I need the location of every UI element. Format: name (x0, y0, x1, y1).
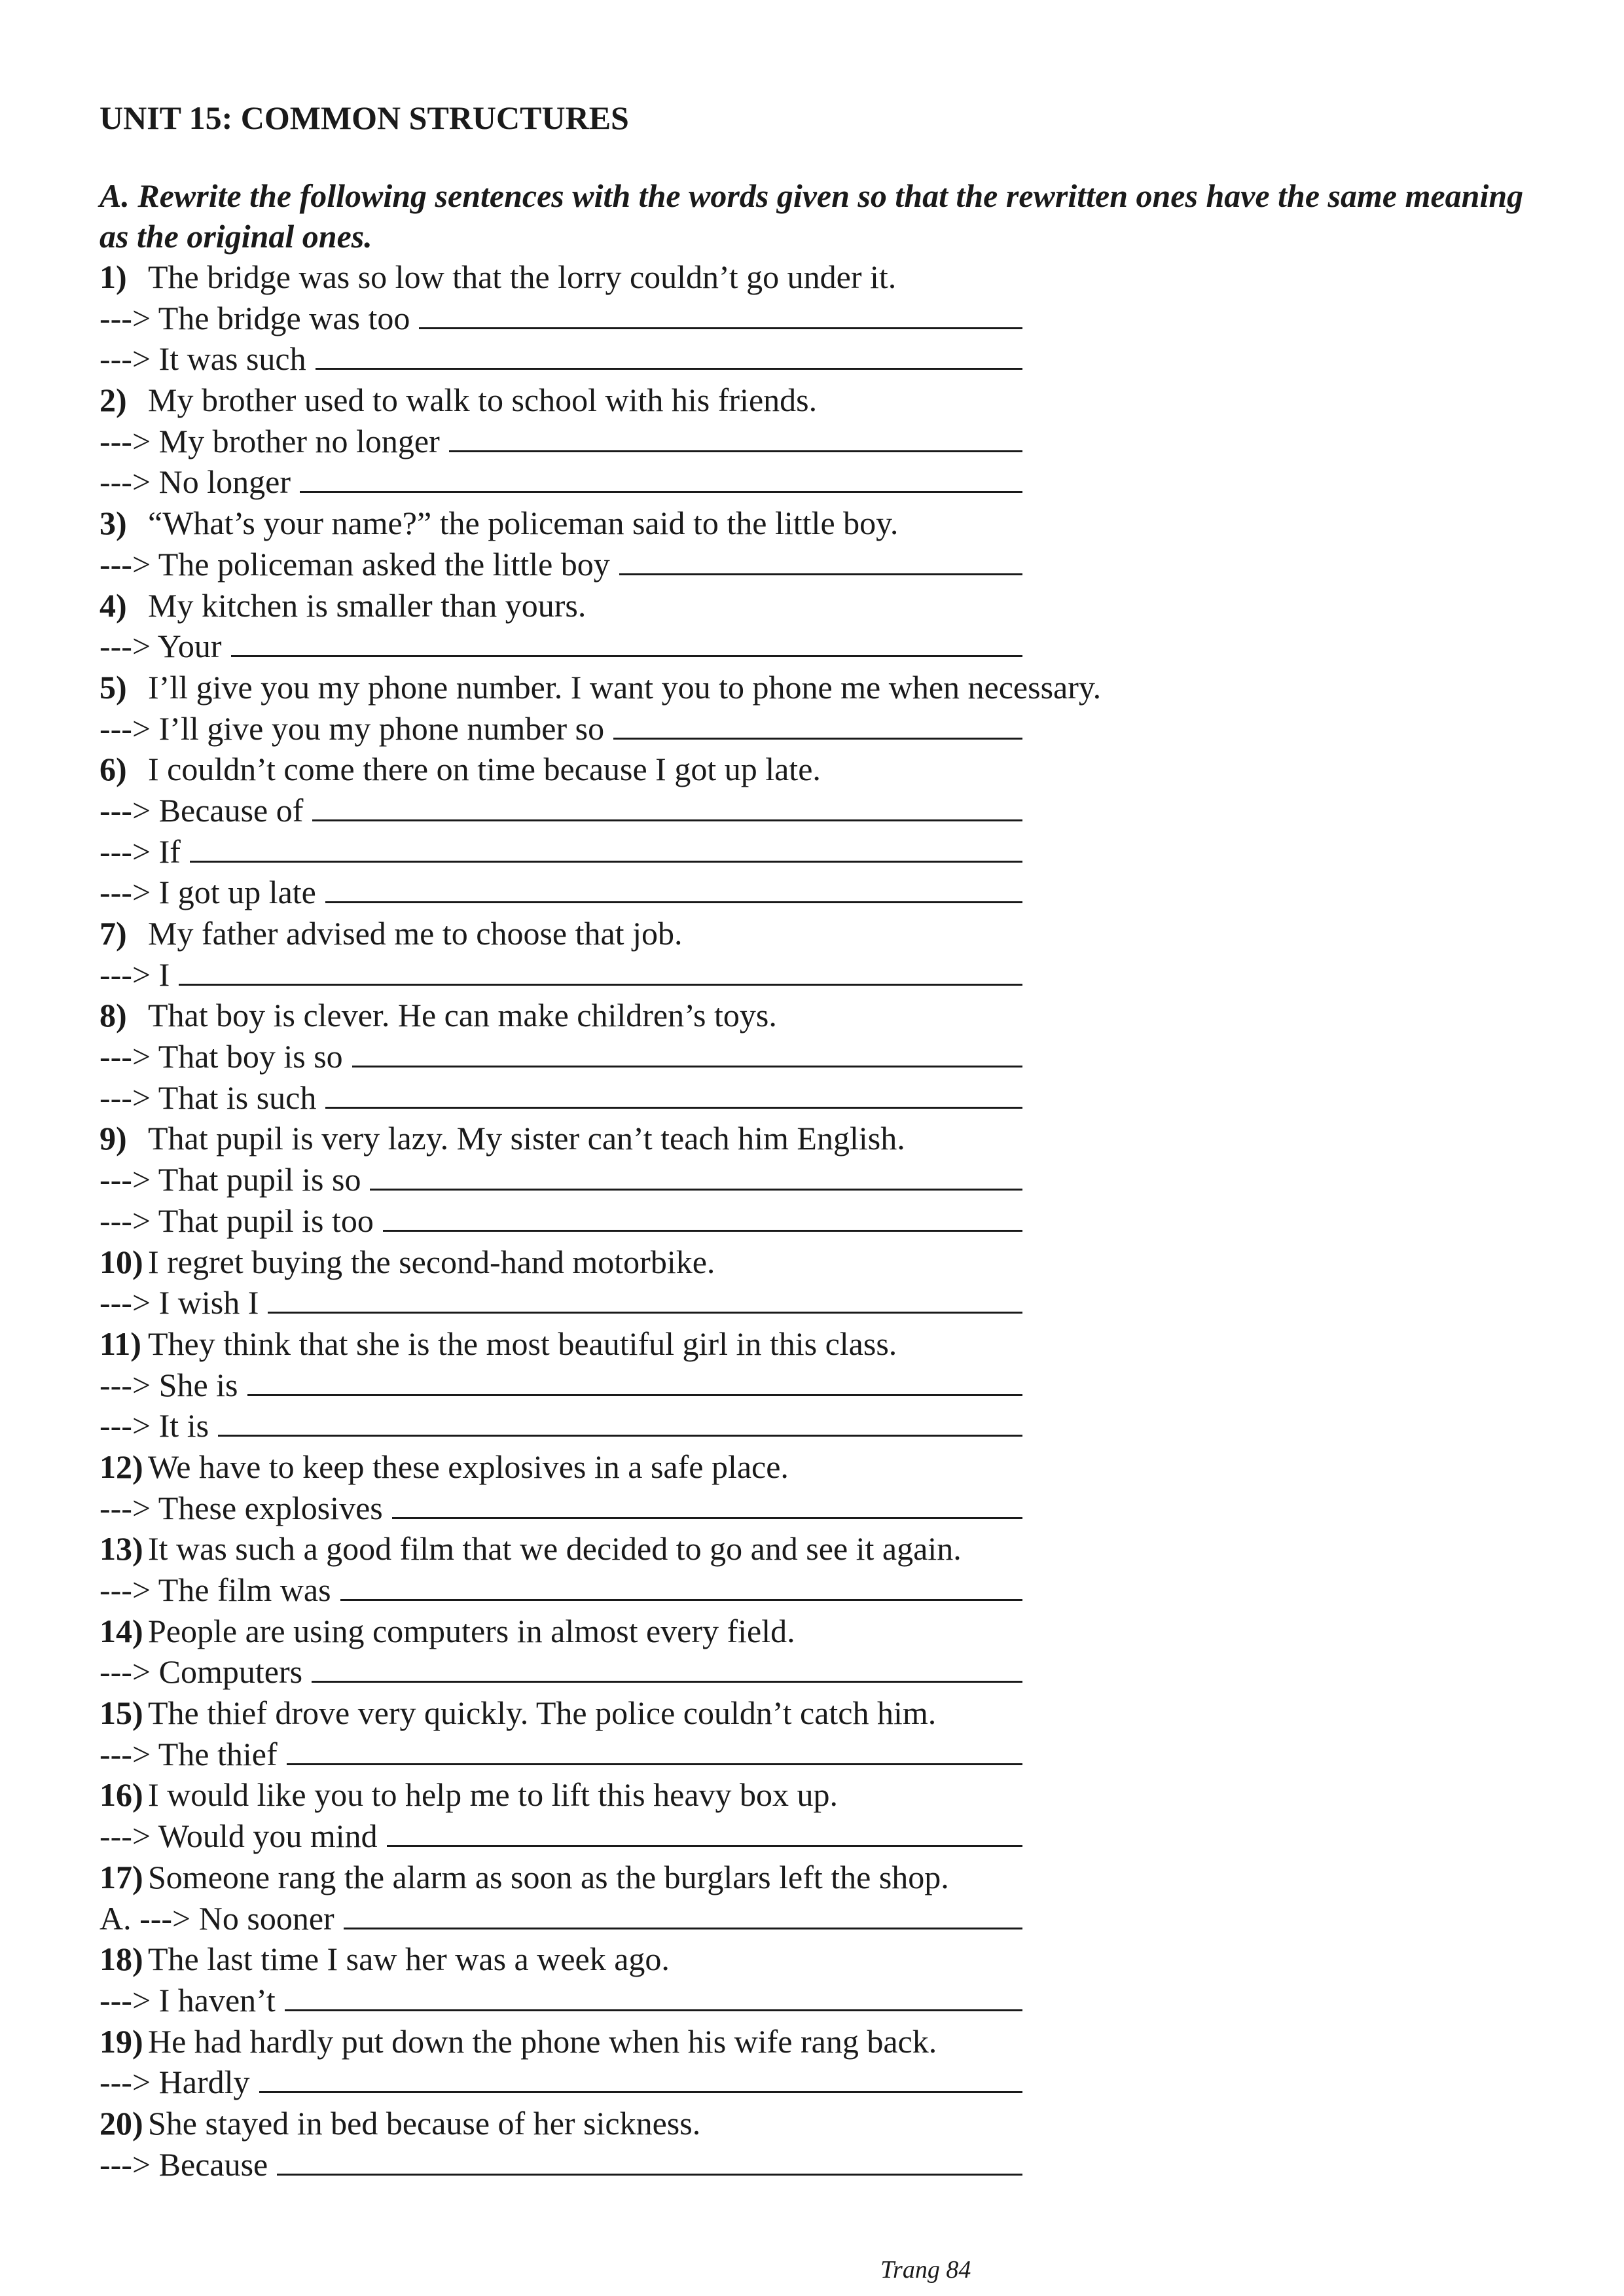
question-number: 16) (99, 1776, 143, 1814)
answer-prompt: ---> If (99, 833, 181, 870)
answer-prompt: ---> That pupil is so (99, 1161, 361, 1198)
answer-prompt: ---> My brother no longer (99, 422, 440, 459)
page-number: Trang 84 (880, 2256, 971, 2284)
answer-blank-line[interactable] (277, 2174, 1022, 2176)
question-item (99, 585, 1540, 626)
section-instruction: A. Rewrite the following sentences with the words given so that the rewritten ones have the same meaning as the original ones. (99, 177, 1524, 255)
answer-row (99, 831, 1540, 872)
question-sentence: The last time I saw her was a week ago. (148, 1941, 670, 1978)
question-sentence: I couldn’t come there on time because I got up late. (148, 751, 821, 788)
answer-blank-line[interactable] (383, 1230, 1022, 1232)
answer-row (99, 1734, 1540, 1775)
question-item (99, 1939, 1540, 1980)
answer-prompt: ---> No longer (99, 463, 291, 501)
question-number: 11) (99, 1325, 141, 1362)
exercise-list (99, 257, 1540, 2185)
question-sentence: I would like you to help me to lift this heavy box up. (148, 1776, 839, 1814)
answer-row (99, 954, 1540, 996)
answer-prompt: ---> That pupil is too (99, 1202, 374, 1239)
question-item (99, 2021, 1540, 2062)
question-number: 3) (99, 505, 127, 542)
question-sentence: People are using computers in almost every field. (148, 1612, 795, 1649)
answer-prompt: ---> She is (99, 1366, 238, 1403)
answer-row (99, 790, 1540, 831)
question-number: 9) (99, 1120, 127, 1157)
question-sentence: “What’s your name?” the policeman said to the little boy. (148, 505, 899, 542)
question-number: 2) (99, 382, 127, 419)
answer-row (99, 298, 1540, 339)
answer-row (99, 1405, 1540, 1446)
question-item (99, 257, 1540, 298)
answer-blank-line[interactable] (287, 1763, 1022, 1765)
answer-prompt: ---> That boy is so (99, 1038, 343, 1075)
answer-prompt: ---> I got up late (99, 874, 316, 911)
question-item (99, 995, 1540, 1036)
answer-prompt: ---> Computers (99, 1653, 303, 1691)
answer-prompt: ---> Because of (99, 791, 304, 829)
answer-blank-line[interactable] (316, 368, 1022, 370)
answer-blank-line[interactable] (312, 1681, 1022, 1683)
answer-blank-line[interactable] (179, 984, 1022, 986)
answer-prompt: ---> The policeman asked the little boy (99, 545, 610, 583)
answer-row (99, 1816, 1540, 1857)
answer-blank-line[interactable] (325, 901, 1022, 903)
answer-row (99, 2062, 1540, 2103)
question-number: 5) (99, 668, 127, 706)
question-item (99, 913, 1540, 954)
answer-blank-line[interactable] (613, 738, 1022, 740)
answer-blank-line[interactable] (619, 573, 1022, 575)
answer-prompt: ---> The bridge was too (99, 299, 410, 336)
question-number: 12) (99, 1448, 143, 1485)
question-item (99, 667, 1540, 708)
answer-row (99, 544, 1540, 585)
question-item (99, 2103, 1540, 2144)
answer-row (99, 421, 1540, 462)
answer-row (99, 1159, 1540, 1200)
answer-blank-line[interactable] (268, 1312, 1022, 1314)
answer-row (99, 1488, 1540, 1529)
question-item (99, 1693, 1540, 1734)
answer-prompt: ---> These explosives (99, 1489, 383, 1526)
answer-prompt: ---> Because (99, 2145, 268, 2183)
answer-prompt: ---> I’ll give you my phone number so (99, 709, 605, 747)
answer-prompt: ---> Would you mind (99, 1818, 378, 1855)
answer-blank-line[interactable] (218, 1435, 1022, 1437)
question-sentence: That boy is clever. He can make children’s toys. (148, 997, 777, 1034)
answer-prompt: ---> I wish I (99, 1284, 259, 1321)
question-number: 7) (99, 915, 127, 952)
question-item (99, 1611, 1540, 1652)
question-number: 13) (99, 1530, 143, 1568)
question-sentence: It was such a good film that we decided to go and see it again. (148, 1530, 962, 1568)
answer-blank-line[interactable] (300, 491, 1022, 493)
question-number: 17) (99, 1858, 143, 1895)
answer-blank-line[interactable] (190, 861, 1022, 863)
question-sentence: We have to keep these explosives in a safe place. (148, 1448, 789, 1485)
answer-prompt: A. ---> No sooner (99, 1899, 334, 1937)
answer-blank-line[interactable] (387, 1845, 1022, 1847)
answer-blank-line[interactable] (259, 2091, 1023, 2093)
answer-prompt: ---> The film was (99, 1571, 331, 1608)
question-sentence: My father advised me to choose that job. (148, 915, 683, 952)
answer-blank-line[interactable] (231, 655, 1022, 657)
question-item (99, 1446, 1540, 1488)
page-title: UNIT 15: COMMON STRUCTURES (99, 99, 629, 136)
question-item (99, 1774, 1540, 1816)
question-item (99, 749, 1540, 790)
answer-blank-line[interactable] (352, 1066, 1022, 1067)
answer-blank-line[interactable] (312, 819, 1022, 821)
answer-row (99, 1570, 1540, 1611)
question-sentence: My brother used to walk to school with his friends. (148, 382, 818, 419)
question-sentence: The thief drove very quickly. The police couldn’t catch him. (148, 1695, 937, 1732)
question-sentence: They think that she is the most beautiful girl in this class. (148, 1325, 897, 1362)
question-number: 15) (99, 1695, 143, 1732)
answer-blank-line[interactable] (344, 1928, 1022, 1929)
question-number: 6) (99, 751, 127, 788)
question-item (99, 380, 1540, 421)
answer-row (99, 1898, 1540, 1939)
question-item (99, 1857, 1540, 1898)
answer-blank-line[interactable] (340, 1599, 1022, 1601)
answer-prompt: ---> That is such (99, 1079, 317, 1116)
question-number: 4) (99, 586, 127, 624)
question-number: 14) (99, 1612, 143, 1649)
answer-row (99, 708, 1540, 749)
question-sentence: The bridge was so low that the lorry couldn’t go under it. (148, 259, 897, 295)
answer-row (99, 626, 1540, 667)
question-sentence: Someone rang the alarm as soon as the burglars left the shop. (148, 1858, 949, 1895)
answer-row (99, 1651, 1540, 1693)
question-number: 10) (99, 1243, 143, 1280)
answer-prompt: ---> I haven’t (99, 1981, 276, 2018)
question-number: 18) (99, 1941, 143, 1978)
answer-row (99, 1282, 1540, 1323)
question-number: 8) (99, 997, 127, 1034)
answer-row (99, 2144, 1540, 2185)
answer-prompt: ---> It was such (99, 340, 306, 378)
answer-blank-line[interactable] (285, 2009, 1022, 2011)
question-item (99, 1242, 1540, 1283)
answer-row (99, 1980, 1540, 2021)
question-sentence: He had hardly put down the phone when his wife rang back. (148, 2022, 937, 2060)
question-sentence: That pupil is very lazy. My sister can’t teach him English. (148, 1120, 905, 1157)
answer-row (99, 1200, 1540, 1242)
answer-prompt: ---> The thief (99, 1735, 278, 1772)
answer-blank-line[interactable] (449, 450, 1022, 452)
answer-prompt: ---> I (99, 956, 170, 993)
question-sentence: My kitchen is smaller than yours. (148, 586, 586, 624)
question-item (99, 1118, 1540, 1159)
answer-row (99, 338, 1540, 380)
answer-blank-line[interactable] (370, 1189, 1022, 1191)
question-number: 19) (99, 2022, 143, 2060)
answer-row (99, 872, 1540, 913)
question-item (99, 503, 1540, 544)
answer-prompt: ---> It is (99, 1407, 209, 1444)
answer-blank-line[interactable] (419, 327, 1022, 329)
question-sentence: She stayed in bed because of her sickness. (148, 2104, 701, 2142)
answer-blank-line[interactable] (392, 1517, 1022, 1519)
worksheet-content (99, 98, 1540, 2185)
answer-row (99, 1077, 1540, 1119)
answer-prompt: ---> Hardly (99, 2064, 250, 2101)
answer-prompt: ---> Your (99, 628, 222, 665)
answer-blank-line[interactable] (247, 1394, 1023, 1396)
answer-row (99, 461, 1540, 503)
question-item (99, 1323, 1540, 1365)
question-sentence: I’ll give you my phone number. I want you to phone me when necessary. (148, 668, 1102, 706)
answer-row (99, 1036, 1540, 1077)
question-number: 20) (99, 2104, 143, 2142)
question-item (99, 1528, 1540, 1570)
question-sentence: I regret buying the second-hand motorbike. (148, 1243, 715, 1280)
answer-row (99, 1365, 1540, 1406)
question-number: 1) (99, 259, 127, 295)
answer-blank-line[interactable] (325, 1107, 1022, 1109)
